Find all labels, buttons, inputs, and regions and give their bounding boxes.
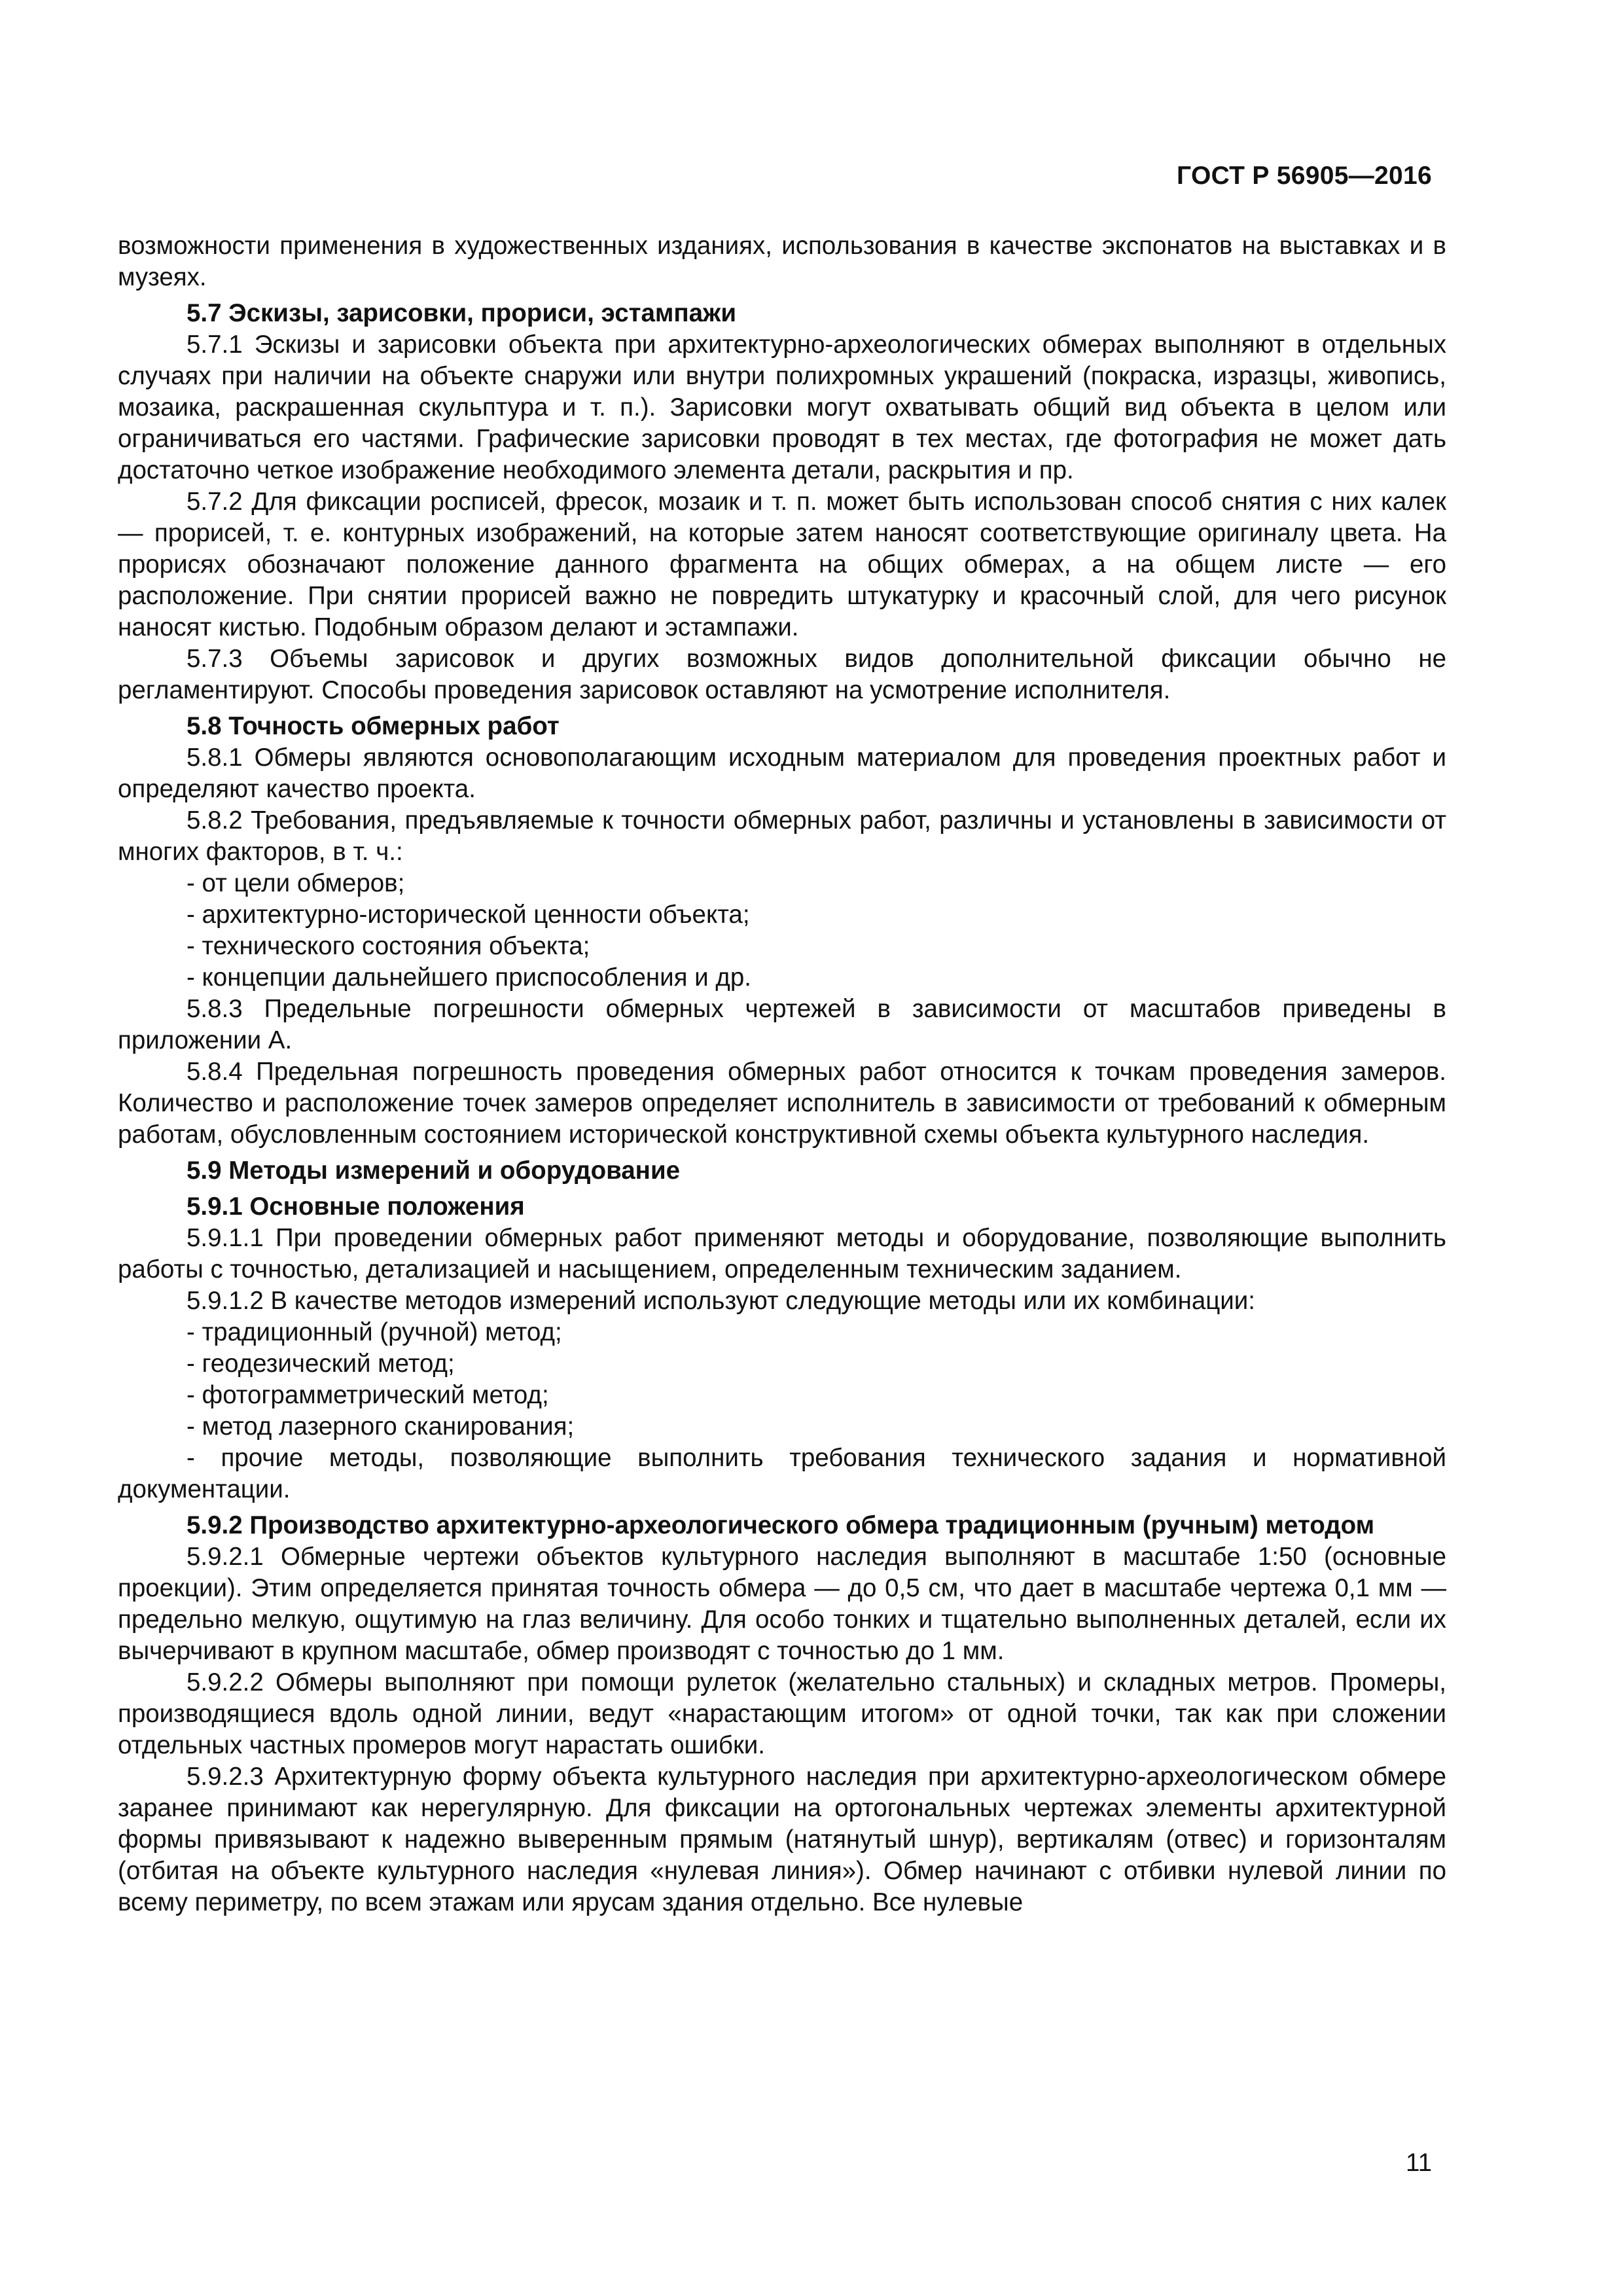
section-heading-5-9: 5.9 Методы измерений и оборудование xyxy=(187,1157,681,1185)
paragraph-5-9-2-3: 5.9.2.3 Архитектурную форму объекта культурного наследия при архитектурно-археологическом обмере заранее принимают как нерегулярную. Для фиксации на ортогональных чертежах элементы архитектурной формы привязывают к надежно выверенным прямым (натянутый шнур), вертикалям (отвес) и горизонталям (отбитая на объекте культурного наследия «нулевая линия»). Обмер начинают с отбивки нулевой линии по всему периметру, по всем этажам или ярусам здания отдельно. Все нулевые xyxy=(118,1763,1446,1916)
list-item: - технического состояния объекта; xyxy=(187,932,590,960)
paragraph-5-8-2: 5.8.2 Требования, предъявляемые к точности обмерных работ, различны и установлены в зависимости от многих факторов, в т. ч.: xyxy=(118,806,1446,866)
paragraph-5-9-1-2: 5.9.1.2 В качестве методов измерений используют следующие методы или их комбинации: xyxy=(187,1287,1255,1315)
paragraph-5-9-2-2: 5.9.2.2 Обмеры выполняют при помощи рулеток (желательно стальных) и складных метров. Промеры, производящиеся вдоль одной линии, ведут «нарастающим итогом» от одной точки, так как при сложении отдельных частных промеров могут нарастать ошибки. xyxy=(118,1668,1446,1759)
paragraph-5-8-4: 5.8.4 Предельная погрешность проведения обмерных работ относится к точкам проведения замеров. Количество и расположение точек замеров определяет исполнитель в зависимости от требований к обмерным работам, обусловленным состоянием исторической конструктивной схемы объекта культурного наследия. xyxy=(118,1058,1446,1149)
list-item: - метод лазерного сканирования; xyxy=(187,1412,575,1441)
paragraph-5-7-2: 5.7.2 Для фиксации росписей, фресок, мозаик и т. п. может быть использован способ снятия с них калек — прорисей, т. е. контурных изображений, на которые затем наносят соответствующие оригиналу цвета. На прорисях обозначают положение данного фрагмента на общих обмерах, а на общем листе — его расположение. При снятии прорисей важно не повредить штукатурку и красочный слой, для чего рисунок наносят кистью. Подобным образом делают и эстампажи. xyxy=(118,488,1446,641)
list-item: - от цели обмеров; xyxy=(187,869,405,897)
paragraph-5-8-3: 5.8.3 Предельные погрешности обмерных чертежей в зависимости от масштабов приведены в приложении А. xyxy=(118,995,1446,1054)
paragraph-5-8-1: 5.8.1 Обмеры являются основополагающим исходным материалом для проведения проектных работ и определяют качество проекта. xyxy=(118,744,1446,803)
intro-paragraph: возможности применения в художественных изданиях, использования в качестве экспонатов на выставках и в музеях. xyxy=(118,232,1446,291)
document-code-header: ГОСТ Р 56905—2016 xyxy=(1177,162,1432,190)
section-heading-5-9-1: 5.9.1 Основные положения xyxy=(187,1193,525,1221)
paragraph-5-9-2-1: 5.9.2.1 Обмерные чертежи объектов культурного наследия выполняют в масштабе 1:50 (основные проекции). Этим определяется принятая точность обмера — до 0,5 см, что дает в масштабе чертежа 0,1 мм — предельно мелкую, ощутимую на глаз величину. Для особо тонких и тщательно выполненных деталей, если их вычерчивают в крупном масштабе, обмер производят с точностью до 1 мм. xyxy=(118,1543,1446,1665)
section-heading-5-7: 5.7 Эскизы, зарисовки, прориси, эстампажи xyxy=(187,299,737,327)
list-item: - концепции дальнейшего приспособления и др. xyxy=(187,963,751,992)
list-item: - архитектурно-исторической ценности объекта; xyxy=(187,901,750,929)
list-item: - прочие методы, позволяющие выполнить требования технического задания и нормативной документации. xyxy=(118,1444,1446,1503)
paragraph-5-7-1: 5.7.1 Эскизы и зарисовки объекта при архитектурно-археологических обмерах выполняют в отдельных случаях при наличии на объекте снаружи или внутри полихромных украшений (покраска, изразцы, живопись, мозаика, раскрашенная скульптура и т. п.). Зарисовки могут охватывать общий вид объекта в целом или ограничиваться его частями. Графические зарисовки проводят в тех местах, где фотография не может дать достаточно четкое изображение необходимого элемента детали, раскрытия и пр. xyxy=(118,331,1446,484)
page-number: 11 xyxy=(1406,2149,1432,2177)
paragraph-5-7-3: 5.7.3 Объемы зарисовок и других возможных видов дополнительной фиксации обычно не регламентируют. Способы проведения зарисовок оставляют на усмотрение исполнителя. xyxy=(118,645,1446,704)
document-body xyxy=(118,230,1446,1918)
list-item: - фотограмметрический метод; xyxy=(187,1381,549,1409)
paragraph-5-9-1-1: 5.9.1.1 При проведении обмерных работ применяют методы и оборудование, позволяющие выполнить работы с точностью, детализацией и насыщением, определенным техническим заданием. xyxy=(118,1224,1446,1283)
section-heading-5-8: 5.8 Точность обмерных работ xyxy=(187,712,560,740)
list-item: - геодезический метод; xyxy=(187,1350,455,1378)
list-item: - традиционный (ручной) метод; xyxy=(187,1318,562,1346)
section-heading-5-9-2: 5.9.2 Производство архитектурно-археологического обмера традиционным (ручным) методом xyxy=(187,1511,1375,1539)
